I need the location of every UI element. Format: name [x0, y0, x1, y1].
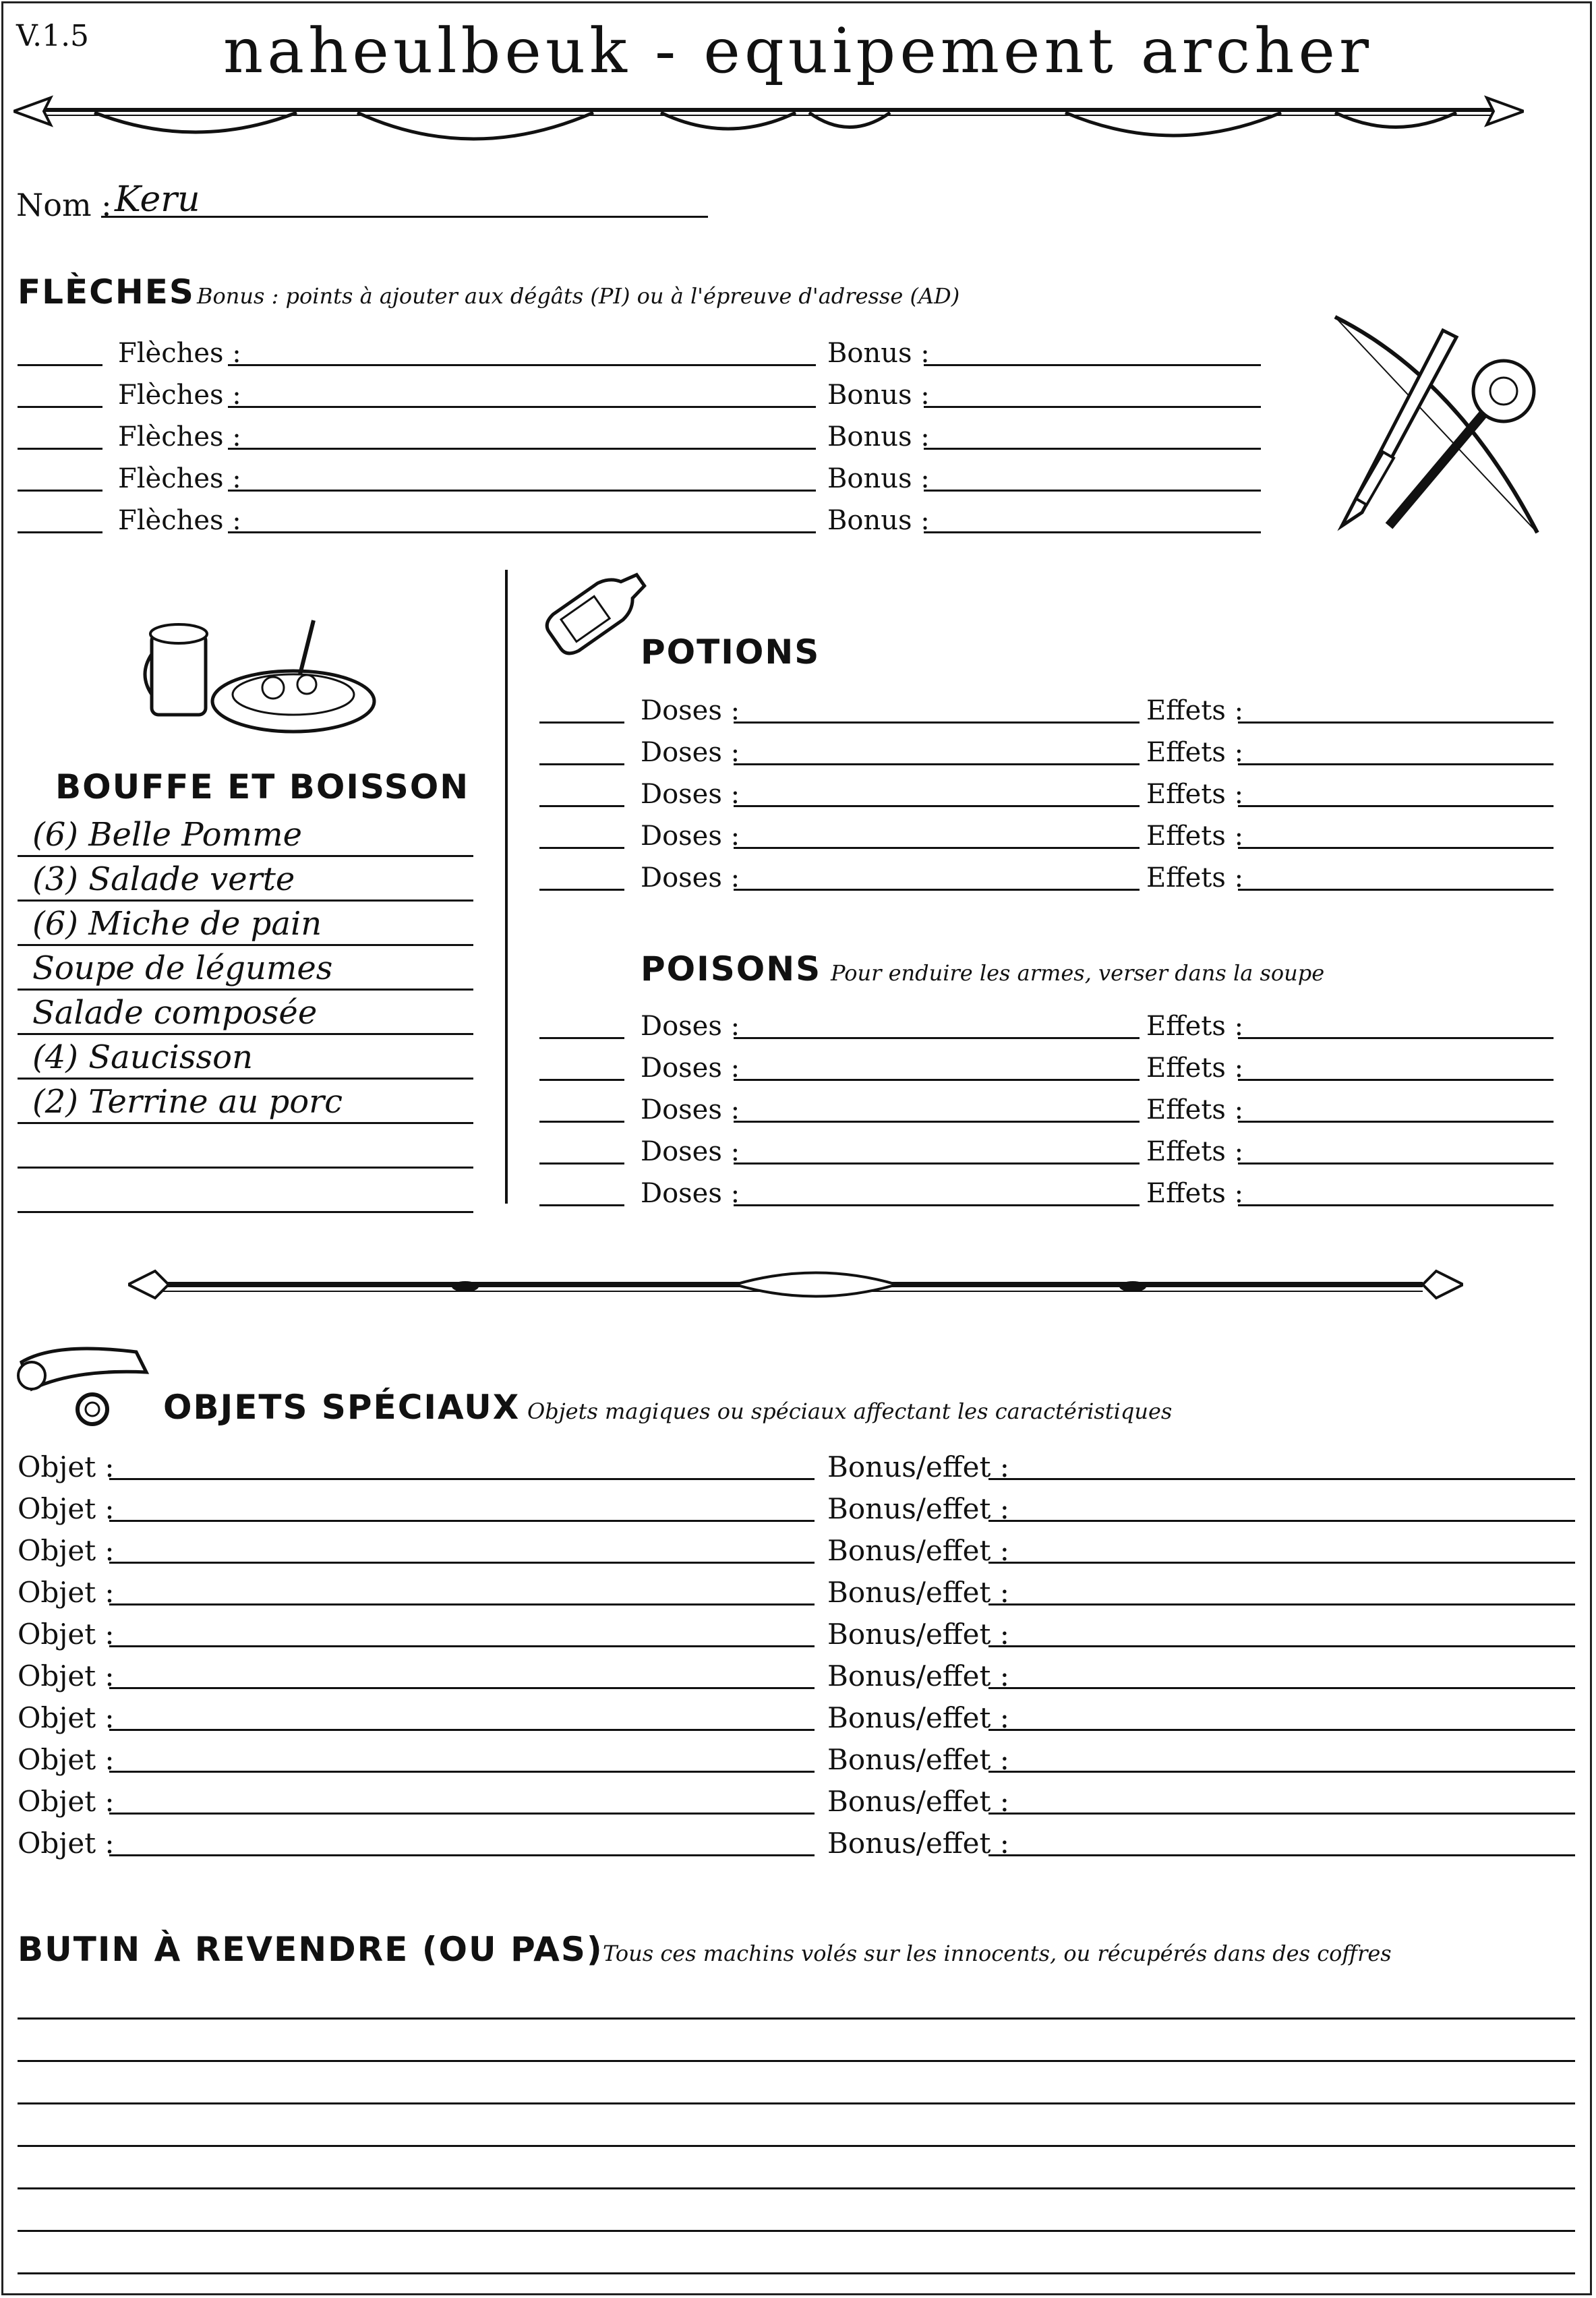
- name-line: [101, 216, 708, 218]
- poisons-doses-label: Doses :: [641, 1011, 740, 1042]
- butin-line[interactable]: [18, 2060, 1575, 2062]
- objet-bonus-field[interactable]: [988, 1520, 1575, 1522]
- fleches-name-field[interactable]: [228, 364, 816, 366]
- objet-label: Objet :: [18, 1450, 115, 1483]
- bouffe-line[interactable]: [18, 1078, 473, 1080]
- objet-field[interactable]: [109, 1603, 815, 1605]
- poisons-qty-field[interactable]: [539, 1037, 624, 1039]
- fleches-bonus-field[interactable]: [924, 531, 1261, 533]
- fleches-bonus-label: Bonus :: [827, 380, 930, 411]
- fleches-name-field[interactable]: [228, 531, 816, 533]
- objets-subtitle: Objets magiques ou spéciaux affectant les caractéristiques: [527, 1398, 1173, 1424]
- bouffe-item[interactable]: (3) Salade verte: [32, 860, 295, 898]
- objet-bonus-field[interactable]: [988, 1854, 1575, 1856]
- name-value[interactable]: Keru: [115, 179, 200, 220]
- potions-effets-label: Effets :: [1146, 779, 1244, 810]
- page-title: naheulbeuk - equipement archer: [223, 15, 1373, 87]
- objet-field[interactable]: [109, 1520, 815, 1522]
- fleches-label: Flèches :: [118, 338, 241, 369]
- objet-bonus-label: Bonus/effet :: [827, 1659, 1009, 1692]
- bouffe-item[interactable]: Salade composée: [32, 994, 318, 1032]
- poisons-effets-label: Effets :: [1146, 1178, 1244, 1209]
- fleches-label: Flèches :: [118, 380, 241, 411]
- poisons-doses-field[interactable]: [734, 1079, 1140, 1081]
- objet-bonus-label: Bonus/effet :: [827, 1534, 1009, 1567]
- objet-label: Objet :: [18, 1743, 115, 1776]
- objet-bonus-field[interactable]: [988, 1603, 1575, 1605]
- objet-field[interactable]: [109, 1729, 815, 1731]
- objet-field[interactable]: [109, 1478, 815, 1480]
- fleches-bonus-label: Bonus :: [827, 463, 930, 494]
- crossed-weapons-icon: [1322, 310, 1571, 553]
- butin-line[interactable]: [18, 2187, 1575, 2189]
- column-divider: [505, 570, 508, 1204]
- objet-field[interactable]: [109, 1813, 815, 1815]
- potions-qty-field[interactable]: [539, 721, 624, 724]
- poisons-doses-field[interactable]: [734, 1162, 1140, 1165]
- butin-line[interactable]: [18, 2230, 1575, 2232]
- fleches-bonus-label: Bonus :: [827, 505, 930, 536]
- potions-doses-label: Doses :: [641, 862, 740, 893]
- objet-bonus-field[interactable]: [988, 1478, 1575, 1480]
- objet-bonus-label: Bonus/effet :: [827, 1492, 1009, 1525]
- bouffe-item[interactable]: (6) Belle Pomme: [32, 816, 302, 854]
- bouffe-line[interactable]: [18, 1167, 473, 1169]
- bouffe-line[interactable]: [18, 1211, 473, 1213]
- fleches-count-field[interactable]: [18, 448, 102, 450]
- fleches-title: FLÈCHES: [18, 272, 195, 312]
- potions-doses-label: Doses :: [641, 737, 740, 768]
- objet-field[interactable]: [109, 1687, 815, 1689]
- poisons-qty-field[interactable]: [539, 1162, 624, 1165]
- objet-bonus-label: Bonus/effet :: [827, 1827, 1009, 1860]
- potions-effets-field[interactable]: [1238, 805, 1554, 807]
- objet-field[interactable]: [109, 1645, 815, 1647]
- bouffe-item[interactable]: (2) Terrine au porc: [32, 1083, 343, 1121]
- potions-effets-field[interactable]: [1238, 847, 1554, 849]
- bouffe-line[interactable]: [18, 1122, 473, 1124]
- butin-title: BUTIN À REVENDRE (OU PAS): [18, 1930, 603, 1969]
- objet-bonus-field[interactable]: [988, 1813, 1575, 1815]
- fleches-label: Flèches :: [118, 421, 241, 452]
- potions-effets-label: Effets :: [1146, 737, 1244, 768]
- potions-doses-field[interactable]: [734, 805, 1140, 807]
- bouffe-line[interactable]: [18, 1033, 473, 1035]
- fleches-bonus-field[interactable]: [924, 490, 1261, 492]
- poisons-effets-field[interactable]: [1238, 1121, 1554, 1123]
- poisons-effets-field[interactable]: [1238, 1204, 1554, 1206]
- poisons-effets-field[interactable]: [1238, 1162, 1554, 1165]
- potions-qty-field[interactable]: [539, 847, 624, 849]
- bouffe-item[interactable]: Soupe de légumes: [32, 949, 333, 987]
- poisons-effets-label: Effets :: [1146, 1011, 1244, 1042]
- objet-bonus-field[interactable]: [988, 1645, 1575, 1647]
- potions-doses-field[interactable]: [734, 889, 1140, 891]
- potions-doses-field[interactable]: [734, 847, 1140, 849]
- objet-bonus-label: Bonus/effet :: [827, 1701, 1009, 1734]
- potions-effets-label: Effets :: [1146, 862, 1244, 893]
- arrow-divider-icon: [13, 84, 1524, 152]
- fleches-bonus-field[interactable]: [924, 406, 1261, 408]
- objets-title: OBJETS SPÉCIAUX: [163, 1388, 521, 1427]
- food-plate-icon: [138, 607, 378, 738]
- potions-effets-field[interactable]: [1238, 889, 1554, 891]
- potions-effets-label: Effets :: [1146, 821, 1244, 852]
- fleches-count-field[interactable]: [18, 406, 102, 408]
- potions-effets-field[interactable]: [1238, 721, 1554, 724]
- fleches-label: Flèches :: [118, 505, 241, 536]
- poisons-doses-label: Doses :: [641, 1178, 740, 1209]
- butin-line[interactable]: [18, 2102, 1575, 2104]
- fleches-count-field[interactable]: [18, 490, 102, 492]
- objet-bonus-label: Bonus/effet :: [827, 1618, 1009, 1651]
- potions-doses-field[interactable]: [734, 763, 1140, 765]
- poisons-doses-field[interactable]: [734, 1037, 1140, 1039]
- potions-doses-field[interactable]: [734, 721, 1140, 724]
- fleches-label: Flèches :: [118, 463, 241, 494]
- objet-bonus-field[interactable]: [988, 1687, 1575, 1689]
- objet-field[interactable]: [109, 1854, 815, 1856]
- fleches-count-field[interactable]: [18, 531, 102, 533]
- objet-label: Objet :: [18, 1701, 115, 1734]
- poisons-doses-label: Doses :: [641, 1136, 740, 1167]
- fleches-count-field[interactable]: [18, 364, 102, 366]
- poisons-effets-field[interactable]: [1238, 1079, 1554, 1081]
- fleches-bonus-label: Bonus :: [827, 421, 930, 452]
- poisons-effets-label: Effets :: [1146, 1136, 1244, 1167]
- poisons-effets-field[interactable]: [1238, 1037, 1554, 1039]
- objet-label: Objet :: [18, 1576, 115, 1609]
- fleches-subtitle: Bonus : points à ajouter aux dégâts (PI) ou à l'épreuve d'adresse (AD): [197, 283, 960, 309]
- poisons-doses-field[interactable]: [734, 1121, 1140, 1123]
- potions-title: POTIONS: [641, 632, 821, 672]
- objet-bonus-field[interactable]: [988, 1729, 1575, 1731]
- bouffe-line[interactable]: [18, 944, 473, 946]
- potions-qty-field[interactable]: [539, 889, 624, 891]
- poisons-qty-field[interactable]: [539, 1121, 624, 1123]
- potions-effets-field[interactable]: [1238, 763, 1554, 765]
- objet-bonus-field[interactable]: [988, 1562, 1575, 1564]
- fleches-name-field[interactable]: [228, 490, 816, 492]
- potions-doses-label: Doses :: [641, 779, 740, 810]
- objet-bonus-label: Bonus/effet :: [827, 1450, 1009, 1483]
- bouffe-item[interactable]: (6) Miche de pain: [32, 905, 322, 943]
- potions-effets-label: Effets :: [1146, 695, 1244, 726]
- fleches-name-field[interactable]: [228, 406, 816, 408]
- bouffe-line[interactable]: [18, 855, 473, 857]
- objet-label: Objet :: [18, 1785, 115, 1818]
- bouffe-line[interactable]: [18, 900, 473, 902]
- poisons-title: POISONS: [641, 949, 822, 989]
- butin-line[interactable]: [18, 2145, 1575, 2147]
- fleches-bonus-field[interactable]: [924, 364, 1261, 366]
- objet-field[interactable]: [109, 1771, 815, 1773]
- objet-label: Objet :: [18, 1534, 115, 1567]
- objet-label: Objet :: [18, 1827, 115, 1860]
- name-label: Nom :: [16, 187, 112, 223]
- poisons-subtitle: Pour enduire les armes, verser dans la soupe: [831, 960, 1325, 986]
- potions-qty-field[interactable]: [539, 763, 624, 765]
- objet-bonus-label: Bonus/effet :: [827, 1743, 1009, 1776]
- objet-bonus-label: Bonus/effet :: [827, 1576, 1009, 1609]
- version-label: V.1.5: [16, 19, 90, 53]
- fleches-bonus-field[interactable]: [924, 448, 1261, 450]
- potions-doses-label: Doses :: [641, 695, 740, 726]
- poisons-qty-field[interactable]: [539, 1079, 624, 1081]
- butin-subtitle: Tous ces machins volés sur les innocents, ou récupérés dans des coffres: [603, 1941, 1392, 1966]
- objet-label: Objet :: [18, 1659, 115, 1692]
- poisons-effets-label: Effets :: [1146, 1053, 1244, 1084]
- bouffe-item[interactable]: (4) Saucisson: [32, 1038, 253, 1076]
- butin-line[interactable]: [18, 2017, 1575, 2020]
- bouffe-line[interactable]: [18, 989, 473, 991]
- potions-qty-field[interactable]: [539, 805, 624, 807]
- objet-label: Objet :: [18, 1618, 115, 1651]
- scroll-ring-icon: [15, 1335, 156, 1436]
- bouffe-title: BOUFFE ET BOISSON: [55, 767, 470, 806]
- potions-doses-label: Doses :: [641, 821, 740, 852]
- poisons-doses-label: Doses :: [641, 1053, 740, 1084]
- objet-bonus-label: Bonus/effet :: [827, 1785, 1009, 1818]
- poisons-doses-field[interactable]: [734, 1204, 1140, 1206]
- objet-bonus-field[interactable]: [988, 1771, 1575, 1773]
- objet-label: Objet :: [18, 1492, 115, 1525]
- fleches-bonus-label: Bonus :: [827, 338, 930, 369]
- objet-field[interactable]: [109, 1562, 815, 1564]
- poisons-qty-field[interactable]: [539, 1204, 624, 1206]
- butin-line[interactable]: [18, 2272, 1575, 2274]
- staff-divider-icon: [128, 1261, 1463, 1308]
- poisons-doses-label: Doses :: [641, 1094, 740, 1125]
- poisons-effets-label: Effets :: [1146, 1094, 1244, 1125]
- fleches-name-field[interactable]: [228, 448, 816, 450]
